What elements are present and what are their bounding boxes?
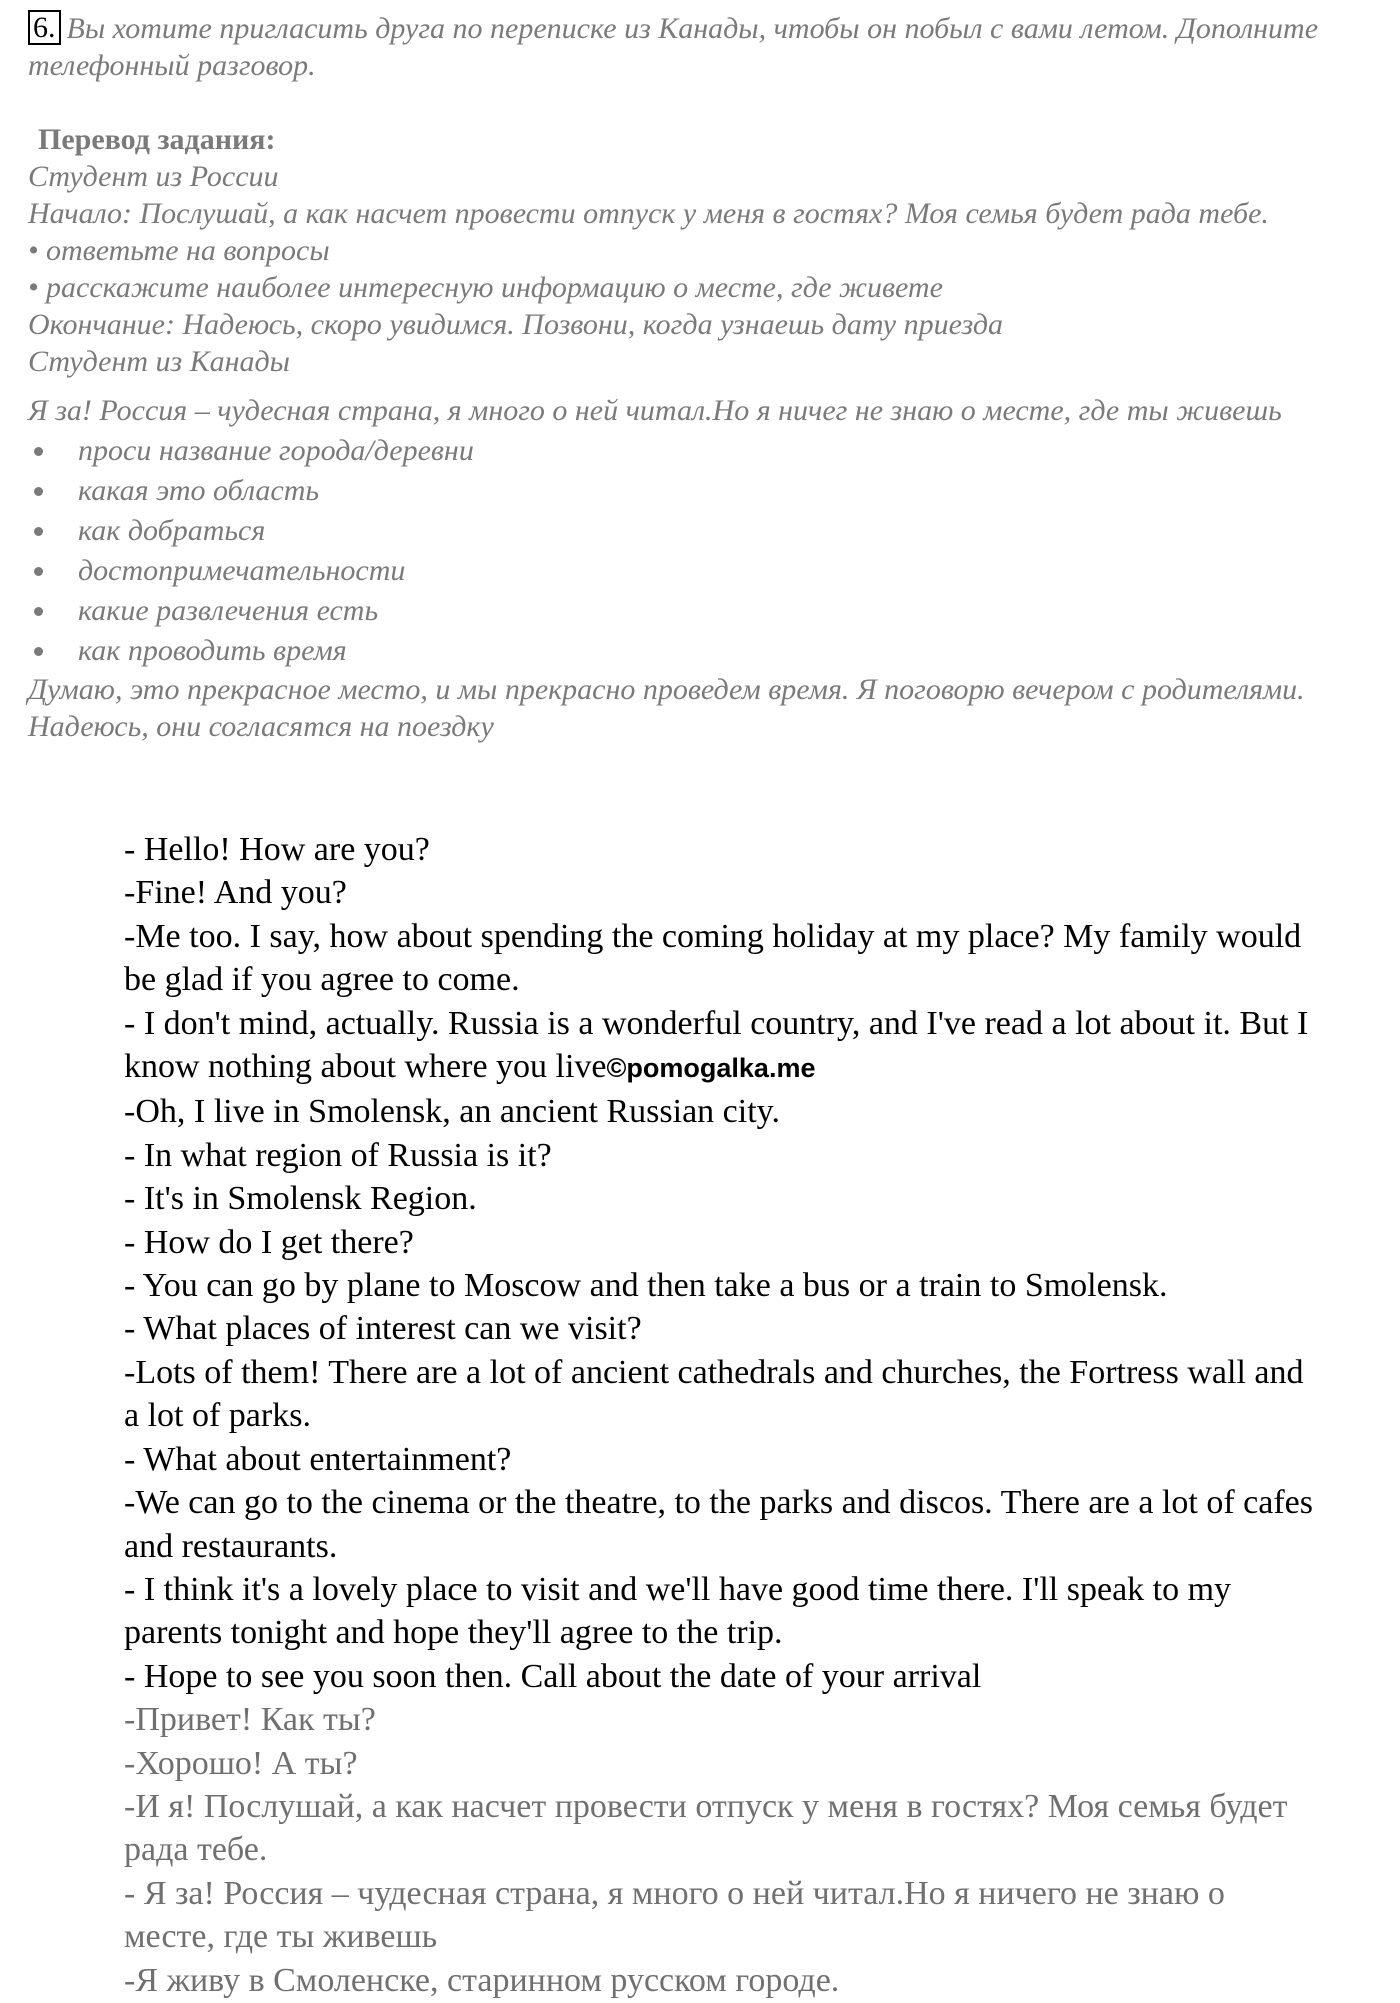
dialogue-line-ru: - Я за! Россия – чудесная страна, я много о ней читал.Но я ничего не знаю о месте, где ты живешь [124,1874,1225,1956]
dialogue-line: - I think it's a lovely place to visit and we'll have good time there. I'll speak to my parents tonight and hope they'll agree to the trip. [124,1570,1232,1652]
translation-heading: Перевод задания: [38,123,276,156]
list-item: достопримечательности [28,551,1328,591]
dialogue-line: -Me too. I say, how about spending the coming holiday at my place? My family would be glad if you agree to come. [124,917,1302,999]
dialogue-line: -Fine! And you? [124,874,347,912]
dialogue-line: -We can go to the cinema or the theatre, to the parks and discos. There are a lot of cafes and restaurants. [124,1484,1313,1565]
list-item: какая это область [28,471,1328,511]
dialogue [124,828,1324,2002]
dialogue-line: - What about entertainment? [124,1440,512,1478]
dialogue-line-ru: -Привет! Как ты? [124,1701,376,1739]
task-line: Студент из Канады [28,345,290,378]
exercise-number: 6. [28,10,61,45]
dialogue-line: - You can go by plane to Moscow and then take a bus or a train to Smolensk. [124,1267,1168,1305]
task-intro-text: Вы хотите пригласить друга по переписке из Канады, чтобы он побыл с вами летом. Дополните телефонный разговор. [28,12,1319,82]
dialogue-line: -Oh, I live in Smolensk, an ancient Russian city. [124,1093,780,1131]
dialogue-line: - In what region of Russia is it? [124,1136,552,1174]
dialogue-line: - Hope to see you soon then. Call about the date of your arrival [124,1657,982,1695]
dialogue-line-ru: -Хорошо! А ты? [124,1744,358,1782]
canada-intro: Я за! Россия – чудесная страна, я много о ней читал.Но я ничег не знаю о месте, где ты живешь [28,394,1282,427]
task-line: • расскажите наиболее интересную информацию о месте, где живете [28,271,943,304]
list-item: как проводить время [28,631,1328,671]
task-intro [28,10,1328,84]
dialogue-line [124,1002,1324,1091]
dialogue-line-text: - I don't mind, actually. Russia is a wonderful country, and I've read a lot about it. But I know nothing about where you live [124,1004,1309,1086]
dialogue-line: - It's in Smolensk Region. [124,1180,477,1218]
dialogue-line: - How do I get there? [124,1223,414,1261]
task-closing: Думаю, это прекрасное место, и мы прекрасно проведем время. Я поговорю вечером с родителями. Надеюсь, они согласятся на поездку [28,673,1305,743]
task-line: Окончание: Надеюсь, скоро увидимся. Позвони, когда узнаешь дату приезда [28,308,1003,341]
task-line: • ответьте на вопросы [28,234,330,267]
dialogue-line-ru: -Я живу в Смоленске, старинном русском городе. [124,1961,840,1999]
task-line: Студент из России [28,160,279,193]
dialogue-line: - Hello! How are you? [124,831,430,868]
watermark: ©pomogalka.me [606,1053,816,1084]
dialogue-line: - What places of interest can we visit? [124,1310,642,1348]
list-item: как добраться [28,511,1328,551]
task-block [28,10,1328,745]
dialogue-line: -Lots of them! There are a lot of ancient cathedrals and churches, the Fortress wall and a lot of parks. [124,1353,1304,1435]
list-item: проси название города/деревни [28,431,1328,471]
question-list [28,431,1328,671]
list-item: какие развлечения есть [28,591,1328,631]
task-line: Начало: Послушай, а как насчет провести отпуск у меня в гостях? Моя семья будет рада тебе. [28,197,1269,230]
dialogue-line-ru: -И я! Послушай, а как насчет провести отпуск у меня в гостях? Моя семья будет рада тебе. [124,1787,1288,1869]
